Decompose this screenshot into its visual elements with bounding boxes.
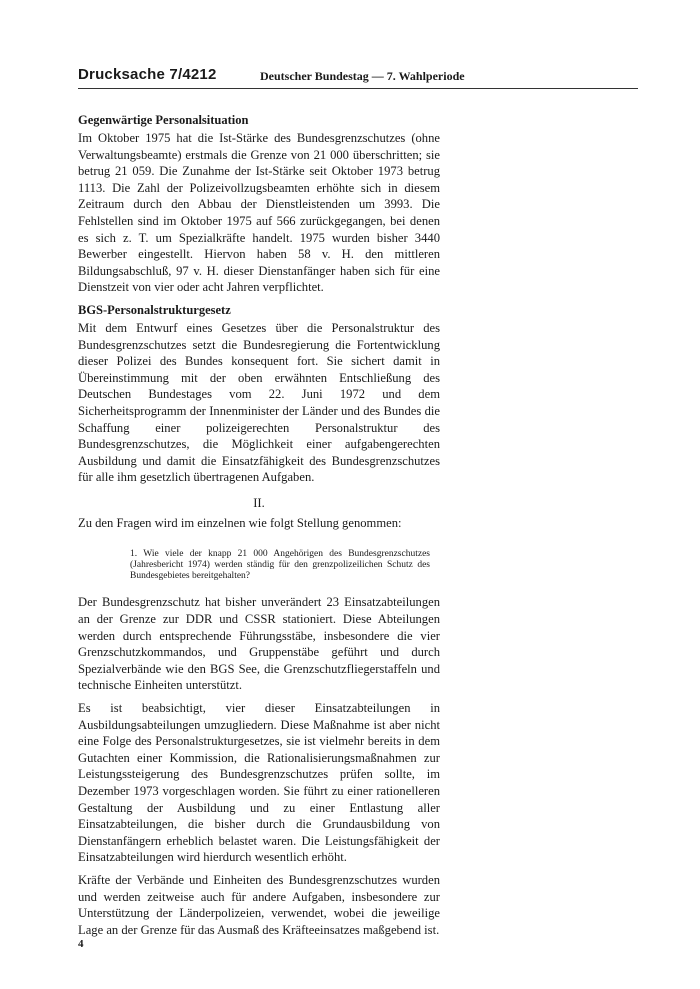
page-header xyxy=(78,66,638,89)
header-title: Deutscher Bundestag — 7. Wahlperiode xyxy=(260,69,465,83)
question-1: 1. Wie viele der knapp 21 000 Angehörigen des Bundesgrenzschutzes (Jahresbericht 1974) werden ständig für den grenzpolizeilichen Schutz des Bundesgebietes bereitgehalten? xyxy=(130,549,430,582)
document-number: Drucksache 7/4212 xyxy=(78,66,217,83)
paragraph-bgs: Mit dem Entwurf eines Gesetzes über die Personalstruktur des Bundesgrenzschutzes setzt die Bundesregierung die Fortentwicklung dieser Polizei des Bundes konsequent fort. Sie sichert damit in Übereinstimmung mit der oben erwähnten Entschließung des Deutschen Bundestages vom 22. Juni 1972 und dem Sicherheitsprogramm der Innenminister der Länder und des Bundes die Schaffung einer polizeigerechten Personalstruktur des Bundesgrenzschutzes, die Möglichkeit einer aufgabengerechten Ausbildung und damit die Einsatzfähigkeit des Bundesgrenzschutzes für alle ihm gesetzlich übertragenen Aufgaben. xyxy=(78,320,440,485)
section-number: II. xyxy=(253,495,265,510)
answer-paragraph-1: Der Bundesgrenzschutz hat bisher unverändert 23 Einsatzabteilungen an der Grenze zur DDR und CSSR stationiert. Diese Abteilungen werden durch entsprechende Führungsstäbe, insbesondere die vier Grenzschutzkommandos, und Gruppenstäbe geführt und durch Spezialverbände wie den BGS See, die Grenzschutzfliegerstaffeln und technische Einheiten unterstützt. xyxy=(78,595,440,693)
answer-paragraph-3: Kräfte der Verbände und Einheiten des Bundesgrenzschutzes wurden und werden zeitweise auch für andere Aufgaben, insbesondere zur Unterstützung der Länderpolizeien, verwendet, wobei die jeweilige Lage an der Grenze für das Ausmaß des Kräfteeinsatzes maßgebend ist. xyxy=(78,872,440,937)
answer-paragraph-2: Es ist beabsichtigt, vier dieser Einsatzabteilungen in Ausbildungsabteilungen umzugliedern. Diese Maßnahme ist aber nicht eine Folge des Personalstrukturgesetzes, sie ist vielmehr bereits in dem Gutachten einer Kommission, die Rationalisierungsmaßnahmen zur Leistungssteigerung des Bundesgrenzschutzes prüfen sollte, im Dezember 1973 vorgeschlagen worden. Sie führt zu einer rationelleren Gestaltung der Ausbildung und zu einer Entlastung aller Einsatzabteilungen, die bisher durch die Grundausbildung von Dienstanfängern erheblich belastet waren. Die Leistungsfähigkeit der Einsatzabteilungen wird hierdurch wesentlich erhöht. xyxy=(78,701,440,865)
paragraph-intro: Zu den Fragen wird im einzelnen wie folgt Stellung genommen: xyxy=(78,515,402,530)
page-number: 4 xyxy=(78,938,84,950)
paragraph-personal: Im Oktober 1975 hat die Ist-Stärke des Bundesgrenzschutzes (ohne Verwaltungsbeamte) erstmals die Grenze von 21 000 überschritten; sie betrug 21 059. Die Zunahme der Ist-Stärke seit Oktober 1973 betrug 1113. Die Zahl der Polizeivollzugsbeamten erhöhte sich in diesem Zeitraum durch den Abbau der Dienstleistenden um 3993. Die Fehlstellen sind im Oktober 1975 auf 566 zurückgegangen, bei denen es sich z. T. um Spezialkräfte handelt. 1975 wurden bisher 3440 Bewerber eingestellt. Hiervon haben 58 v. H. den mittleren Bildungsabschluß, 97 v. H. dieser Dienstanfänger haben sich für eine Dienstzeit von vier oder acht Jahren verpflichtet. xyxy=(78,131,440,295)
section-heading-bgs: BGS-Personalstrukturgesetz xyxy=(78,302,231,317)
main-content xyxy=(78,112,440,944)
section-heading-personal: Gegenwärtige Personalsituation xyxy=(78,113,249,127)
